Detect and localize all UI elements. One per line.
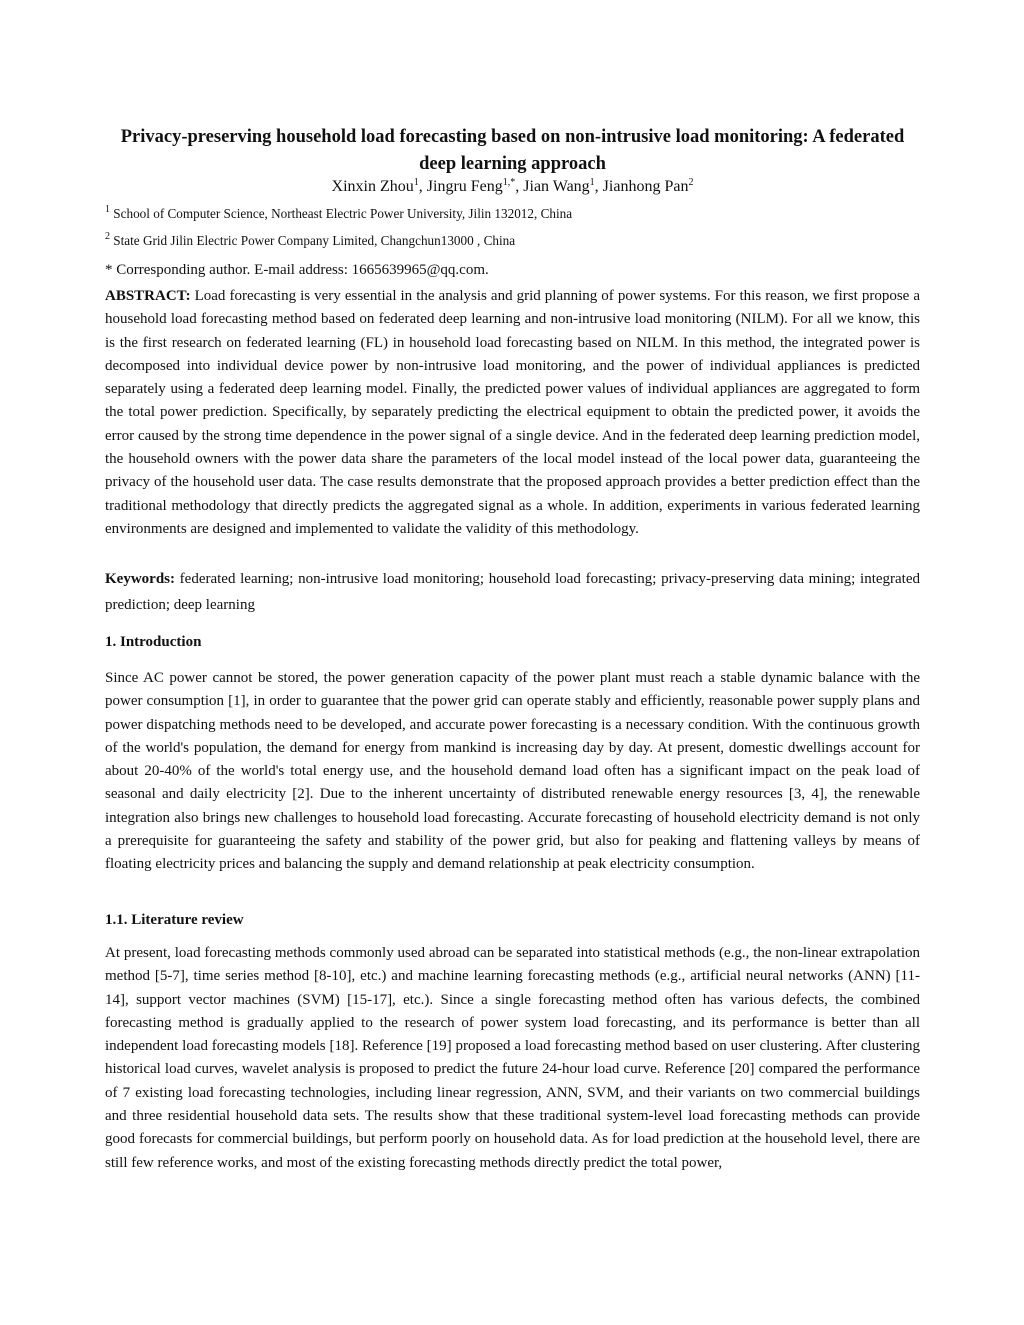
author-separator: , <box>515 178 524 195</box>
introduction-paragraph: Since AC power cannot be stored, the power generation capacity of the power plant must reach a stable dynamic balance with the power consumption [1], in order to guarantee that the power grid can operate stably and efficiently, reasonable power supply plans and power dispatching methods need to be developed, and accurate power forecasting is a necessary condition. With the continuous growth of the world's population, the demand for energy from mankind is increasing day by day. At present, domestic dwellings account for about 20-40% of the world's total energy use, and the household demand load often has a significant impact on the peak load of seasonal and daily electricity [2]. Due to the inherent uncertainty of distributed renewable energy resources [3, 4], the renewable integration also brings new challenges to household load forecasting. Accurate forecasting of household electricity demand is not only a prerequisite for guaranteeing the safety and stability of the power grid, but also for peaking and flattening valleys by means of floating electricity prices and balancing the supply and demand relationship at peak electricity consumption. <box>105 670 920 873</box>
literature-review-paragraph: At present, load forecasting methods commonly used abroad can be separated into statistical methods (e.g., the non-linear extrapolation method [5-7], time series method [8-10], etc.) and machine learning forecasting methods (e.g., artificial neural networks (ANN) [11-14], support vector machines (SVM) [15-17], etc.). Since a single forecasting method often has various defects, the combined forecasting method is gradually applied to the research of power system load forecasting, and its performance is better than all independent load forecasting models [18]. Reference [19] proposed a load forecasting method based on user clustering. After clustering historical load curves, wavelet analysis is proposed to predict the future 24-hour load curve. Reference [20] compared the performance of 7 existing load forecasting technologies, including linear regression, ANN, SVM, and their variants on two commercial buildings and three residential household data sets. The results show that these traditional system-level load forecasting methods can provide good forecasts for commercial buildings, but perform poorly on household data. As for load prediction at the household level, there are still few reference works, and most of the existing forecasting methods directly predict the total power, <box>105 945 920 1171</box>
author-separator: , <box>418 178 427 195</box>
corresponding-author: * Corresponding author. E-mail address: 1665639965@qq.com. <box>105 262 489 278</box>
author-affiliation-mark: 1 <box>413 177 419 188</box>
affiliation-2 <box>105 232 920 250</box>
keywords <box>105 566 920 618</box>
affiliation-1 <box>105 205 920 223</box>
affiliation-text: School of Computer Science, Northeast Electric Power University, Jilin 132012, China <box>113 206 573 221</box>
author-name: Xinxin Zhou <box>331 178 414 195</box>
abstract <box>105 285 920 541</box>
author-name: Jingru Feng <box>426 178 503 195</box>
abstract-text: Load forecasting is very essential in the analysis and grid planning of power systems. For this reason, we first propose a household load forecasting method based on federated deep learning and non-intrusive load monitoring (NILM). For all we know, this is the first research on federated learning (FL) in household load forecasting based on NILM. In this method, the integrated power is decomposed into individual device power by non-intrusive load monitoring, and the power of individual appliances is predicted separately using a federated deep learning model. Finally, the predicted power values of individual appliances are aggregated to form the total power prediction. Specifically, by separately predicting the electrical equipment to obtain the predicted power, it avoids the error caused by the strong time dependence in the power signal of a single device. And in the federated deep learning prediction model, the household owners with the power data share the parameters of the local model instead of the local power data, guaranteeing the privacy of the household user data. The case results demonstrate that the proposed approach provides a better prediction effect than the traditional methodology that directly predicts the aggregated signal as a whole. In addition, experiments in various federated learning environments are designed and implemented to validate the validity of this methodology. <box>105 288 920 537</box>
author-affiliation-mark: 1,* <box>502 177 516 188</box>
abstract-label: ABSTRACT: <box>105 288 191 304</box>
author-name: Jianhong Pan <box>602 178 689 195</box>
section-heading-introduction: 1. Introduction <box>105 634 202 650</box>
author-affiliation-mark: 1 <box>589 177 595 188</box>
keywords-text: federated learning; non-intrusive load monitoring; household load forecasting; privacy-preserving data mining; integrated prediction; deep learning <box>105 571 920 613</box>
affiliation-number: 2 <box>105 231 110 242</box>
affiliation-text: State Grid Jilin Electric Power Company Limited, Changchun13000 , China <box>113 233 516 248</box>
keywords-label: Keywords: <box>105 571 175 587</box>
author-list <box>105 177 920 197</box>
affiliation-number: 1 <box>105 204 110 215</box>
author-name: Jian Wang <box>523 178 590 195</box>
author-separator: , <box>594 178 603 195</box>
author-affiliation-mark: 2 <box>688 177 694 188</box>
section-heading-literature-review: 1.1. Literature review <box>105 912 244 928</box>
paper-title: Privacy-preserving household load forecasting based on non-intrusive load monitoring: A federated deep learning approach <box>120 127 905 174</box>
